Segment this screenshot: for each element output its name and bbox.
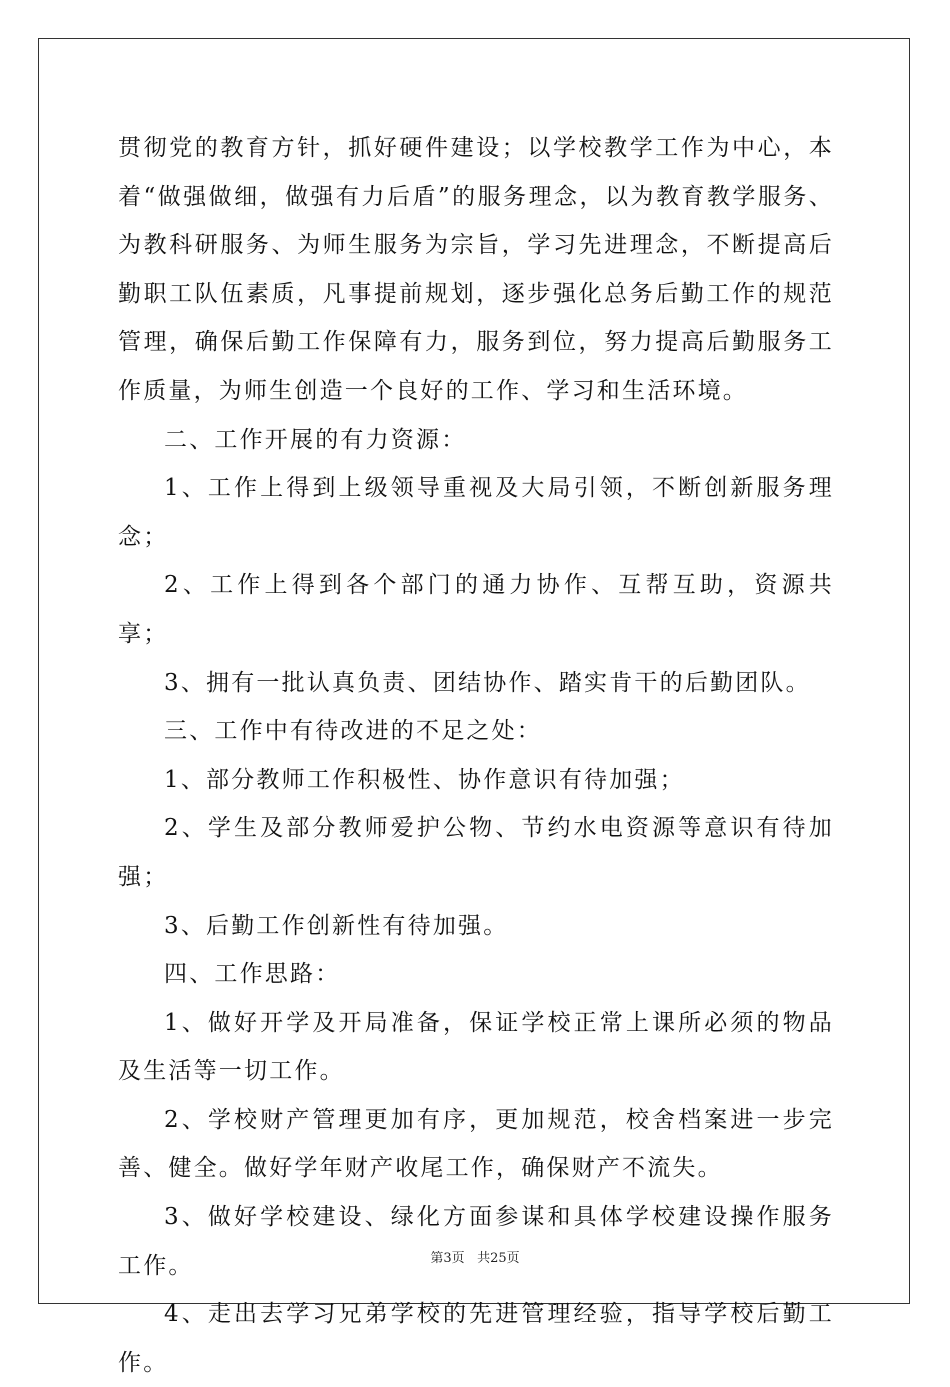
list-item: 2、工作上得到各个部门的通力协作、互帮互助，资源共享； bbox=[118, 572, 834, 647]
document-body bbox=[118, 124, 834, 1387]
list-item: 1、做好开学及开局准备，保证学校正常上课所必须的物品及生活等一切工作。 bbox=[118, 1009, 834, 1085]
list-item: 2、学生及部分教师爱护公物、节约水电资源等意识有待加强； bbox=[118, 815, 834, 890]
list-item: 3、拥有一批认真负责、团结协作、踏实肯干的后勤团队。 bbox=[164, 669, 811, 696]
list-item: 3、后勤工作创新性有待加强。 bbox=[164, 912, 509, 939]
page-footer bbox=[0, 1247, 950, 1266]
list-item: 1、工作上得到上级领导重视及大局引领，不断创新服务理念； bbox=[118, 475, 834, 550]
list-item: 1、部分教师工作积极性、协作意识有待加强； bbox=[164, 766, 685, 793]
paragraph: 贯彻党的教育方针，抓好硬件建设；以学校教学工作为中心，本着“做强做细，做强有力后盾”的服务理念，以为教育教学服务、为教科研服务、为师生服务为宗旨，学习先进理念，不断提高后勤职工队伍素质，凡事提前规划，逐步强化总务后勤工作的规范管理，确保后勤工作保障有力，服务到位，努力提高后勤服务工作质量，为师生创造一个良好的工作、学习和生活环境。 bbox=[118, 135, 834, 404]
total-pages: 共25页 bbox=[477, 1251, 520, 1266]
list-item: 3、做好学校建设、绿化方面参谋和具体学校建设操作服务工作。 bbox=[118, 1204, 834, 1279]
section-heading-resources: 二、工作开展的有力资源： bbox=[164, 426, 467, 453]
list-item: 4、走出去学习兄弟学校的先进管理经验，指导学校后勤工作。 bbox=[118, 1301, 834, 1376]
section-heading-ideas: 四、工作思路： bbox=[164, 961, 341, 988]
page-number: 第3页 bbox=[430, 1251, 465, 1266]
section-heading-shortcomings: 三、工作中有待改进的不足之处： bbox=[164, 718, 542, 745]
list-item: 2、学校财产管理更加有序，更加规范，校舍档案进一步完善、健全。做好学年财产收尾工作，确保财产不流失。 bbox=[118, 1106, 834, 1182]
